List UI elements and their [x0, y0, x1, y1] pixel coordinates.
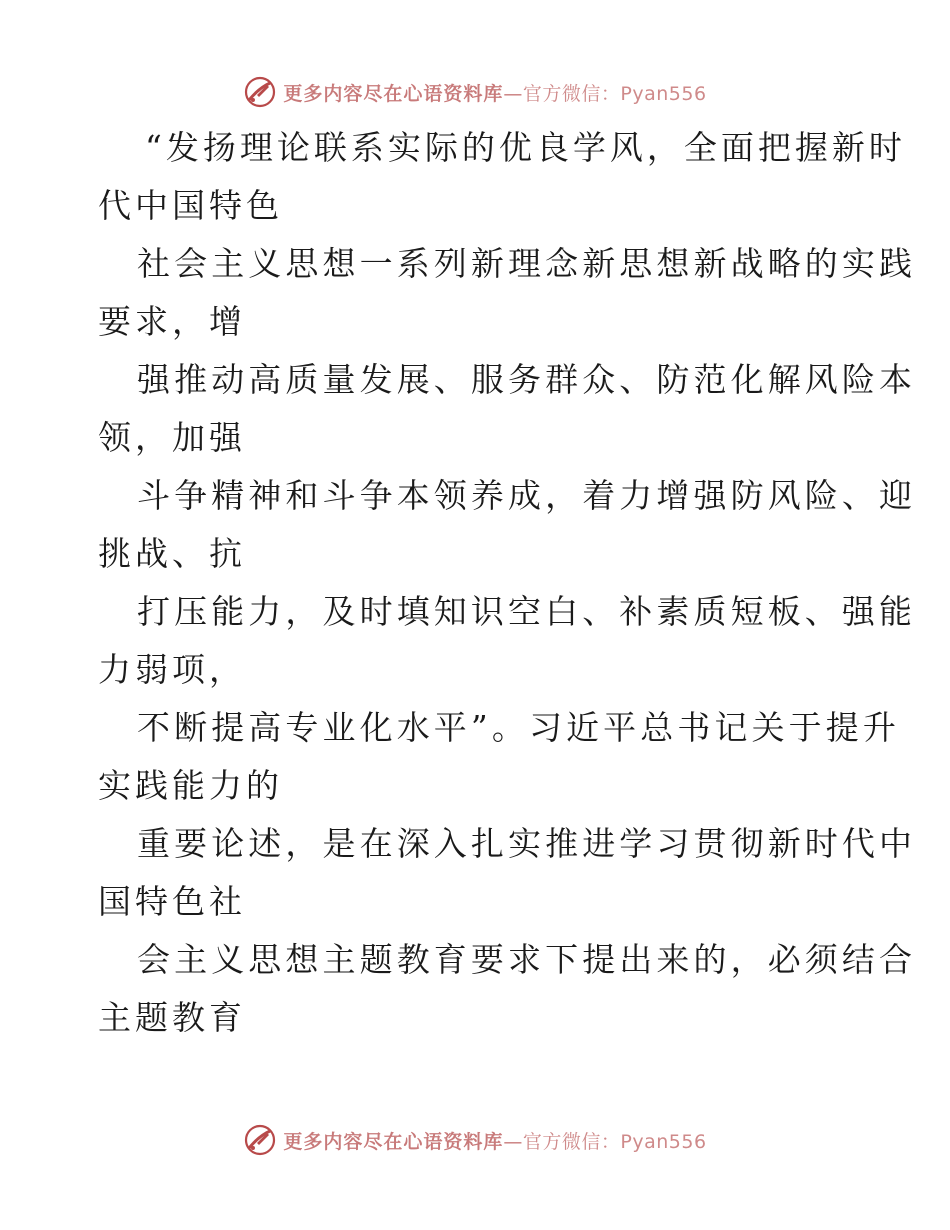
pen-logo-icon	[243, 1123, 277, 1157]
text-line: 实践能力的	[98, 766, 283, 805]
text-line: 重要论述，是在深入扎实推进学习贯彻新时代中	[137, 824, 917, 863]
footer-watermark	[0, 1120, 950, 1160]
text-line: 社会主义思想一系列新理念新思想新战略的实践	[137, 244, 917, 283]
watermark-dash: —	[503, 82, 523, 105]
text-line: 强推动高质量发展、服务群众、防范化解风险本	[137, 360, 917, 399]
watermark-main: 更多内容尽在心语资料库	[283, 82, 504, 105]
text-line: “发扬理论联系实际的优良学风，全面把握新时	[145, 128, 906, 167]
text-line: 代中国特色	[98, 186, 283, 225]
text-line: 力弱项，	[98, 650, 246, 689]
watermark-wechat: 官方微信：Pyan556	[522, 82, 707, 105]
text-line: 要求，增	[98, 302, 246, 341]
text-line: 斗争精神和斗争本领养成，着力增强防风险、迎	[137, 476, 917, 515]
text-line: 不断提高专业化水平”。习近平总书记关于提升	[137, 708, 900, 747]
watermark-dash: —	[503, 1130, 523, 1153]
text-line: 领，加强	[98, 418, 246, 457]
text-line: 挑战、抗	[98, 534, 246, 573]
text-line: 主题教育	[98, 998, 246, 1037]
watermark-wechat: 官方微信：Pyan556	[522, 1130, 707, 1153]
text-line: 打压能力，及时填知识空白、补素质短板、强能	[137, 592, 917, 631]
text-line: 国特色社	[98, 882, 246, 921]
watermark-text	[283, 1127, 706, 1154]
watermark-main: 更多内容尽在心语资料库	[283, 1130, 504, 1153]
text-line: 会主义思想主题教育要求下提出来的，必须结合	[137, 940, 917, 979]
